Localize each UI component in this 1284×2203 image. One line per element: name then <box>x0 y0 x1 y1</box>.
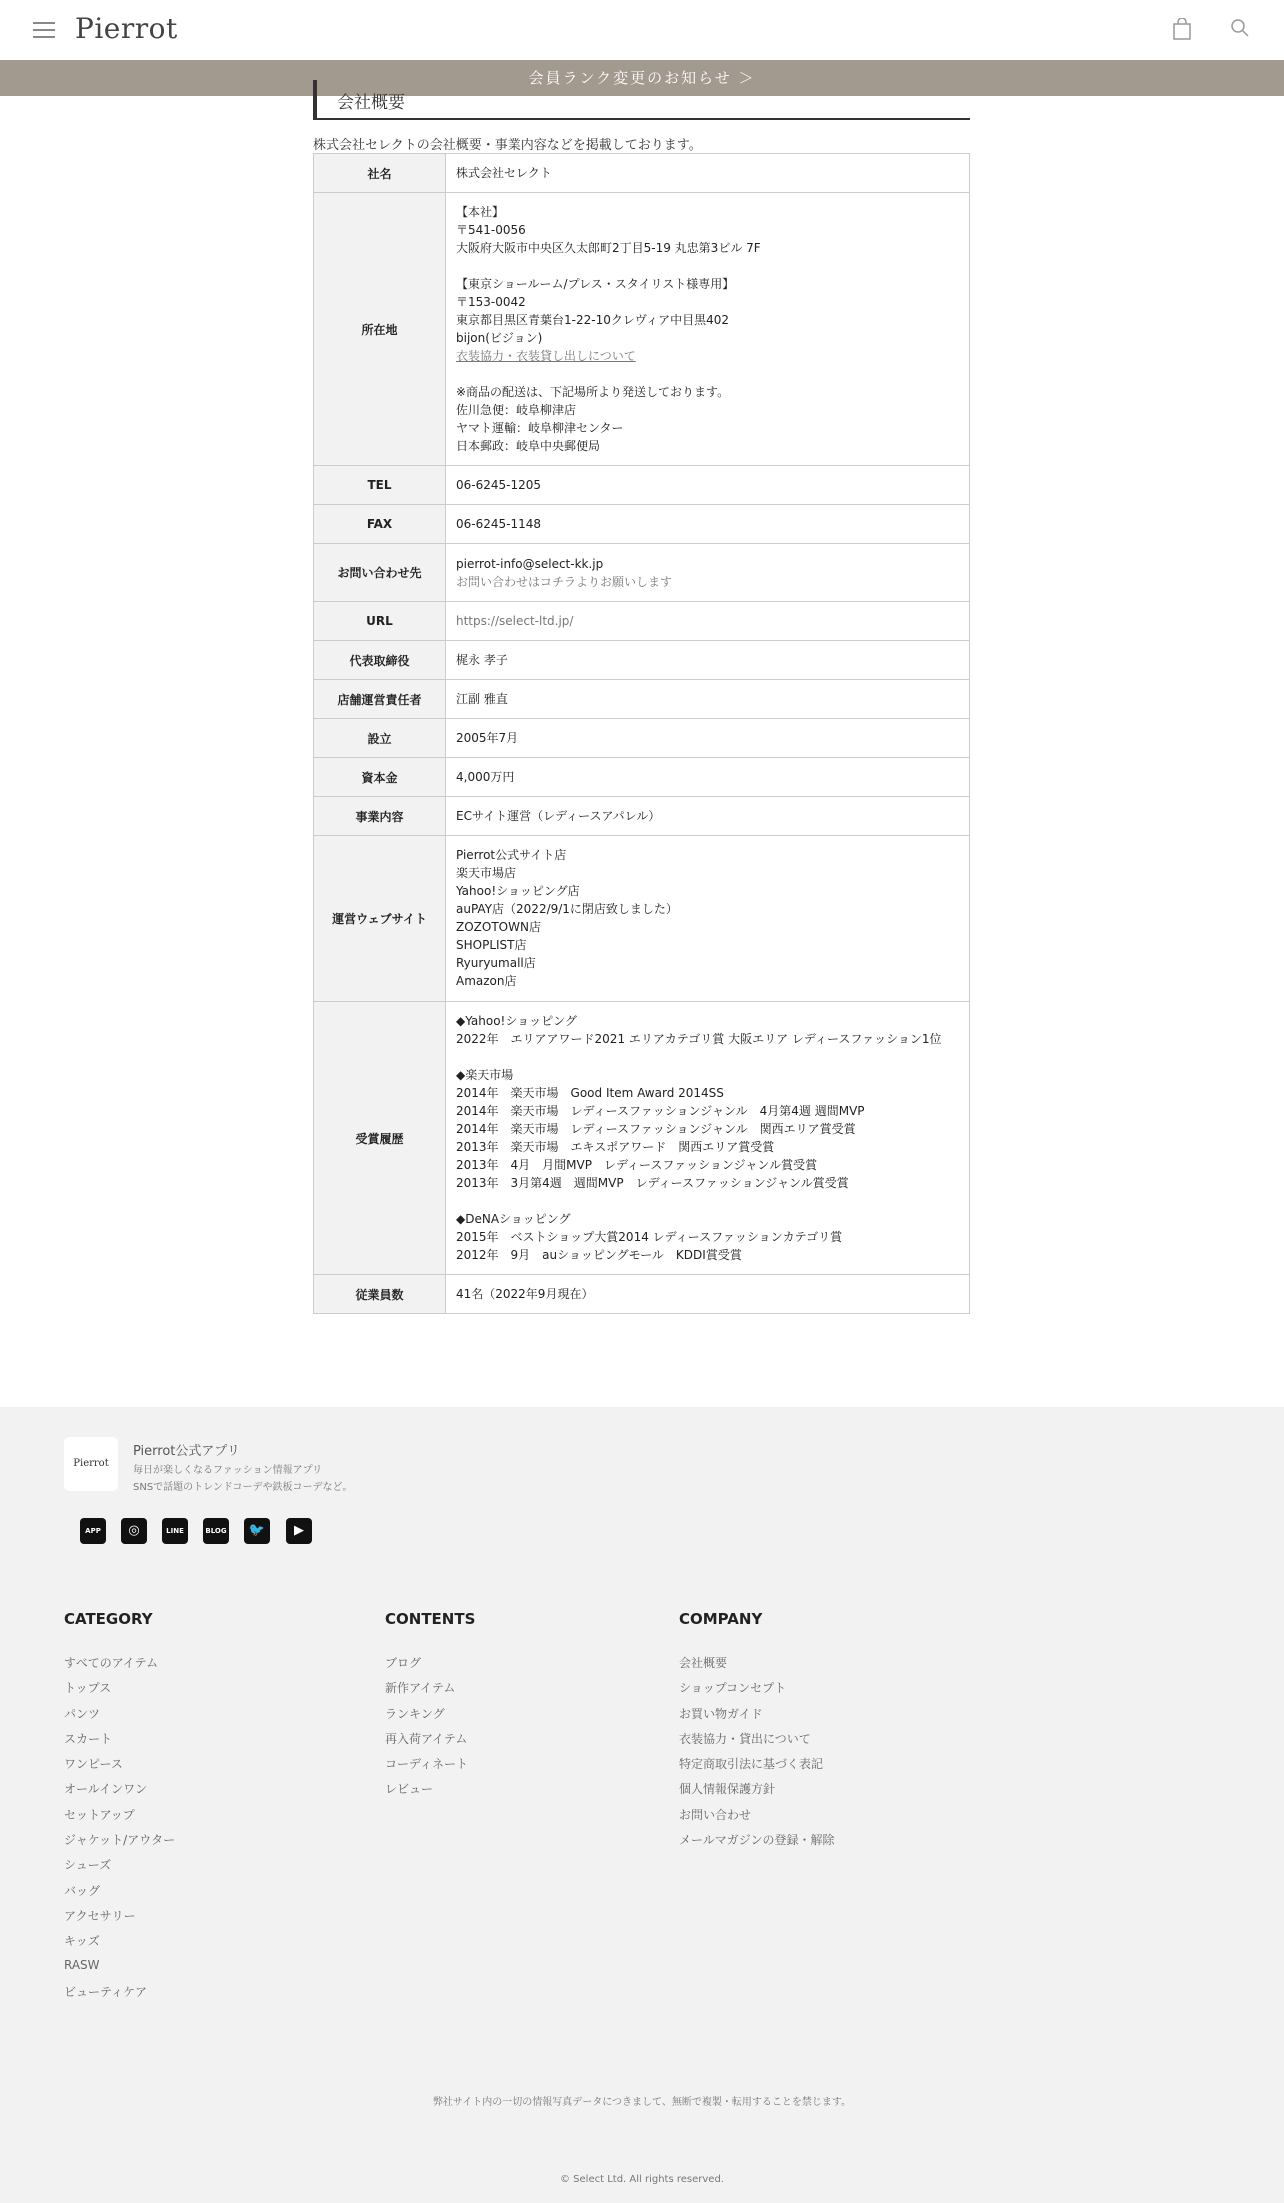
instagram-icon[interactable]: ◎ <box>121 1518 147 1544</box>
youtube-icon[interactable]: ▶ <box>286 1518 312 1544</box>
value-line: 佐川急便：岐阜柳津店 <box>456 403 577 417</box>
row-value <box>446 797 970 836</box>
table-row <box>314 1275 970 1314</box>
contents-link[interactable]: 再入荷アイテム <box>385 1731 468 1746</box>
value-line: ECサイト運営（レディースアパレル） <box>456 809 661 823</box>
page-intro: 株式会社セレクトの会社概要・事業内容などを掲載しております。 <box>313 138 702 153</box>
page-title: 会社概要 <box>337 93 405 113</box>
value-line: 2005年7月 <box>456 731 519 745</box>
row-label: 店舗運営責任者 <box>314 680 446 719</box>
row-value <box>446 758 970 797</box>
value-line: Yahoo!ショッピング店 <box>456 884 580 898</box>
row-label: FAX <box>314 505 446 544</box>
row-value <box>446 154 970 193</box>
value-line: ◆Yahoo!ショッピング <box>456 1014 577 1028</box>
row-label: 資本金 <box>314 758 446 797</box>
app-icon[interactable]: APP <box>80 1518 106 1544</box>
row-label: 事業内容 <box>314 797 446 836</box>
value-line: 41名（2022年9月現在） <box>456 1287 594 1301</box>
category-link[interactable]: アクセサリー <box>64 1908 136 1923</box>
hamburger-menu-icon[interactable] <box>33 22 55 38</box>
table-row <box>314 680 970 719</box>
value-line: ※商品の配送は、下記場所より発送しております。 <box>456 385 730 399</box>
value-line: auPAY店（2022/9/1に閉店致しました） <box>456 902 678 916</box>
table-row <box>314 466 970 505</box>
value-line <box>456 1048 959 1066</box>
value-line: ◆楽天市場 <box>456 1068 514 1082</box>
app-title[interactable]: Pierrot公式アプリ <box>133 1444 240 1459</box>
row-label: TEL <box>314 466 446 505</box>
search-icon[interactable] <box>1230 18 1250 40</box>
contents-link[interactable]: コーディネート <box>385 1757 469 1772</box>
value-line: 2014年 楽天市場 レディースファッションジャンル 関西エリア賞受賞 <box>456 1122 856 1136</box>
shopping-bag-icon[interactable] <box>1172 18 1192 40</box>
row-value <box>446 193 970 466</box>
value-line: 江副 雅直 <box>456 692 508 706</box>
category-link[interactable]: ワンピース <box>64 1757 123 1772</box>
value-line: 〒153-0042 <box>456 295 526 309</box>
value-line: 大阪府大阪市中央区久太郎町2丁目5-19 丸忠第3ビル 7F <box>456 241 761 255</box>
category-link[interactable]: ジャケット/アウター <box>64 1833 176 1848</box>
row-label: 設立 <box>314 719 446 758</box>
value-line: 楽天市場店 <box>456 866 517 880</box>
row-value <box>446 505 970 544</box>
category-link[interactable]: パンツ <box>64 1706 101 1721</box>
company-link[interactable]: 個人情報保護方針 <box>679 1782 776 1797</box>
row-value <box>446 641 970 680</box>
table-row <box>314 719 970 758</box>
value-line: Amazon店 <box>456 974 517 988</box>
row-value <box>446 1275 970 1314</box>
value-line: 2014年 楽天市場 レディースファッションジャンル 4月第4週 週間MVP <box>456 1104 865 1118</box>
page-heading <box>313 80 970 120</box>
row-label: 運営ウェブサイト <box>314 836 446 1002</box>
contents-list <box>385 1654 468 1806</box>
company-link[interactable]: メールマガジンの登録・解除 <box>679 1833 835 1848</box>
table-row <box>314 193 970 466</box>
table-row <box>314 505 970 544</box>
company-link[interactable]: 会社概要 <box>679 1656 728 1670</box>
table-row <box>314 154 970 193</box>
value-line: 2012年 9月 auショッピングモール KDDI賞受賞 <box>456 1248 742 1262</box>
value-line: pierrot-info@select-kk.jp <box>456 556 604 571</box>
row-label: 従業員数 <box>314 1275 446 1314</box>
row-label: 所在地 <box>314 193 446 466</box>
copyright: © Select Ltd. All rights reserved. <box>560 2174 724 2185</box>
category-link[interactable]: オールインワン <box>64 1782 148 1797</box>
row-label: URL <box>314 602 446 641</box>
value-line: ヤマト運輸：岐阜柳津センター <box>456 421 624 435</box>
value-line: ZOZOTOWN店 <box>456 920 541 934</box>
value-line: 2022年 エリアアワード2021 エリアカテゴリ賞 大阪エリア レディースファッション1位 <box>456 1032 942 1046</box>
company-url-link[interactable]: https://select-ltd.jp/ <box>456 614 574 628</box>
row-value <box>446 719 970 758</box>
table-row <box>314 602 970 641</box>
value-line: 【東京ショールーム/プレス・スタイリスト様専用】 <box>456 277 735 291</box>
value-line: 06-6245-1205 <box>456 478 542 492</box>
table-row <box>314 641 970 680</box>
company-link[interactable]: お問い合わせ <box>679 1807 752 1822</box>
twitter-icon[interactable]: 🐦 <box>244 1518 270 1544</box>
value-line: 2013年 楽天市場 エキスポアワード 関西エリア賞受賞 <box>456 1140 775 1154</box>
category-link[interactable]: ビューティケア <box>64 1984 148 1999</box>
contents-link[interactable]: ブログ <box>385 1656 422 1670</box>
value-line: 4,000万円 <box>456 770 515 784</box>
row-value <box>446 836 970 1002</box>
category-list <box>64 1654 175 2008</box>
row-value <box>446 680 970 719</box>
value-line <box>456 1192 959 1210</box>
table-row <box>314 797 970 836</box>
category-link[interactable]: すべてのアイテム <box>64 1656 159 1670</box>
site-header <box>0 0 1284 60</box>
category-link[interactable]: キッズ <box>64 1934 100 1949</box>
company-info-table <box>313 153 970 1314</box>
app-description: 毎日が楽しくなるファッション情報アプリ <box>133 1465 323 1476</box>
app-description-2: SNSで話題のトレンドコーデや鉄板コーデなど。 <box>133 1482 353 1493</box>
category-link[interactable]: バッグ <box>64 1883 101 1898</box>
category-link[interactable]: シューズ <box>64 1858 112 1873</box>
category-heading: CATEGORY <box>64 1610 153 1628</box>
row-value <box>446 602 970 641</box>
app-icon[interactable]: Pierrot <box>64 1437 118 1491</box>
value-line: 2014年 楽天市場 Good Item Award 2014SS <box>456 1086 724 1100</box>
row-value <box>446 1002 970 1275</box>
row-value <box>446 466 970 505</box>
company-link[interactable]: 衣装協力・貸出について <box>679 1731 811 1746</box>
company-heading: COMPANY <box>679 1610 763 1628</box>
value-line: 2013年 4月 月間MVP レディースファッションジャンル賞受賞 <box>456 1158 818 1172</box>
row-label: 社名 <box>314 154 446 193</box>
copy-notice: 弊社サイト内の一切の情報写真データにつきまして、無断で複製・転用することを禁じます。 <box>432 2097 852 2108</box>
table-row <box>314 1002 970 1275</box>
value-line: bijon(ビジョン) <box>456 331 543 345</box>
table-row <box>314 836 970 1002</box>
costume-lending-link[interactable]: 衣装協力・衣装貸し出しについて <box>456 349 636 363</box>
site-logo[interactable]: Pierrot <box>75 12 178 45</box>
contact-link[interactable]: お問い合わせはコチラよりお願いします <box>456 574 673 589</box>
value-line: 2015年 ベストショップ大賞2014 レディースファッションカテゴリ賞 <box>456 1230 843 1244</box>
contents-link[interactable]: ランキング <box>385 1706 445 1721</box>
line-icon[interactable]: LINE <box>162 1518 188 1544</box>
company-list <box>679 1654 834 1856</box>
value-line: 2013年 3月第4週 週間MVP レディースファッションジャンル賞受賞 <box>456 1176 849 1190</box>
company-link[interactable]: 特定商取引法に基づく表記 <box>679 1757 824 1772</box>
value-line <box>456 365 959 383</box>
row-label: 受賞履歴 <box>314 1002 446 1275</box>
value-line: Pierrot公式サイト店 <box>456 848 567 862</box>
category-link[interactable]: トップス <box>64 1681 112 1696</box>
value-line: 株式会社セレクト <box>456 166 552 180</box>
category-link[interactable]: セットアップ <box>64 1807 135 1822</box>
site-footer <box>0 1407 1284 2203</box>
value-line: SHOPLIST店 <box>456 938 527 952</box>
contents-heading: CONTENTS <box>385 1610 476 1628</box>
value-line: Ryuryumall店 <box>456 956 536 970</box>
company-link[interactable]: お買い物ガイド <box>679 1706 763 1721</box>
value-line: 東京都目黒区青葉台1-22-10クレヴィア中目黒402 <box>456 313 730 327</box>
value-line: ◆DeNAショッピング <box>456 1212 571 1226</box>
table-row <box>314 758 970 797</box>
value-line: 梶永 孝子 <box>456 653 508 667</box>
value-line: 【本社】 <box>456 205 505 219</box>
value-line: 〒541-0056 <box>456 223 526 237</box>
category-link[interactable]: スカート <box>64 1731 113 1746</box>
contents-link[interactable]: レビュー <box>385 1782 434 1797</box>
member-rank-notice-banner[interactable]: 会員ランク変更のお知らせ ＞ <box>0 60 1284 96</box>
value-line: 06-6245-1148 <box>456 517 542 531</box>
company-link[interactable]: ショップコンセプト <box>679 1681 787 1696</box>
row-value <box>446 544 970 602</box>
value-line: 日本郵政：岐阜中央郵便局 <box>456 439 601 453</box>
row-label: お問い合わせ先 <box>314 544 446 602</box>
table-row <box>314 544 970 602</box>
value-line <box>456 257 959 275</box>
category-link[interactable]: RASW <box>64 1957 100 1972</box>
contents-link[interactable]: 新作アイテム <box>385 1681 456 1696</box>
row-label: 代表取締役 <box>314 641 446 680</box>
blog-icon[interactable]: BLOG <box>203 1518 229 1544</box>
